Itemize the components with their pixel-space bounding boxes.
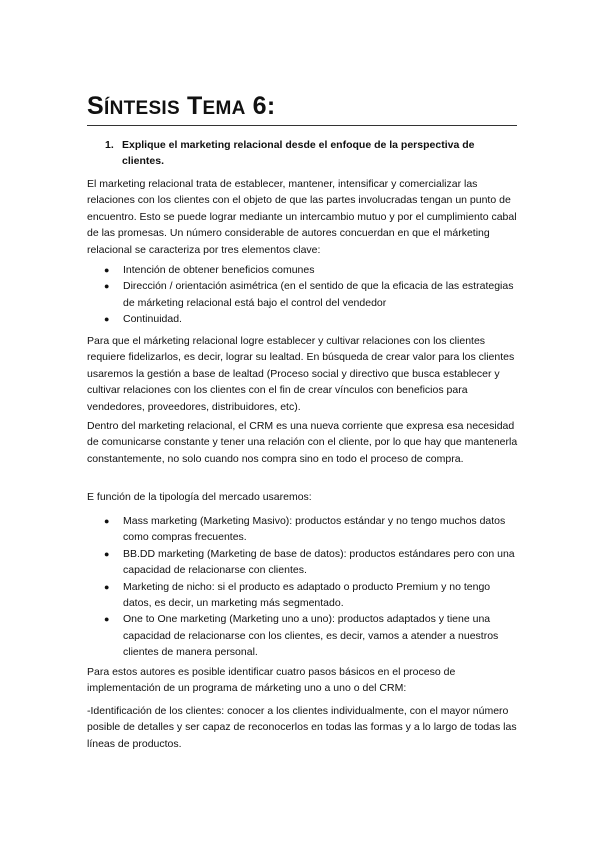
bullet-icon: ● (104, 548, 110, 559)
list-item: ● Continuidad. (87, 311, 519, 327)
list-item: ● Mass marketing (Marketing Masivo): productos estándar y no tengo muchos datos como compras frecuentes. (104, 515, 506, 544)
list-item: ● Intención de obtener beneficios comunes (87, 262, 519, 278)
bullet-icon: ● (104, 314, 110, 325)
bullet-icon: ● (104, 265, 110, 275)
title-rest-1: ÍNTESIS (103, 98, 180, 119)
paragraph-intro: El marketing relacional trata de establecer, mantener, intensificar y comercializar las relaciones con los clientes con el objeto de que las partes involucradas tengan un punto de encuentro. Esto se puede lograr mediante un intercambio mutuo y por el cumplimiento cabal de las promesas. Un número considerable de autores concuerdan en que el márketing relacional se caracteriza por tres elementos clave: (87, 178, 517, 256)
bullet-icon: ● (104, 516, 110, 526)
paragraph-loyalty: Para que el márketing relacional logre establecer y cultivar relaciones con los clientes requiere fidelizarlos, es decir, lograr su lealtad. En búsqueda de crear valor para los clientes usaremos la gestión a base de lealtad (Proceso social y directivo que busca establecer y cultivar relaciones con los clientes con el fin de crear vínculos con beneficios para vendedores, proveedores, distribuidores, etc). (87, 335, 515, 413)
question-text: Explique el marketing relacional desde el enfoque de la perspectiva de clientes. (122, 139, 475, 167)
title-initial-t: T (186, 92, 203, 120)
bullet-icon: ● (104, 614, 110, 625)
paragraph-crm: Dentro del marketing relacional, el CRM es una nueva corriente que expresa esa necesidad de comunicarse constante y tener una relación con el cliente, por lo que hay que mantenerla constantemente, no solo cuando nos compra sino en todo el proceso de compra. (87, 420, 518, 465)
list-item: ● One to One marketing (Marketing uno a uno): productos adaptados y tiene una capacidad de relacionarse con los clientes, es decir, vamos a atender a nuestros clientes de manera personal. (104, 613, 499, 659)
paragraph-typology: E función de la tipología del mercado usaremos: (87, 491, 312, 503)
question-heading (105, 137, 505, 169)
title-initial-s: S (87, 92, 104, 120)
paragraph-identification: -Identificación de los clientes: conocer a los clientes individualmente, con el mayor número posible de detalles y ser capaz de reconocerlos en todas las formas y a lo largo de todas las líneas de productos. (87, 705, 517, 750)
title-rest-2: EMA (202, 98, 246, 119)
list-item: ● BB.DD marketing (Marketing de base de datos): productos estándares pero con una capacidad de relacionarse con clientes. (104, 547, 515, 577)
page-title (87, 92, 517, 126)
title-number: 6: (252, 92, 276, 120)
bullet-icon: ● (104, 581, 110, 592)
bullet-icon: ● (104, 281, 110, 292)
question-number: 1. (105, 139, 114, 151)
list-item: ● Dirección / orientación asimétrica (en el sentido de que la eficacia de las estrategias de márketing relacional está bajo el control del vendedor (104, 280, 514, 309)
paragraph-steps: Para estos autores es posible identificar cuatro pasos básicos en el proceso de implementación de un programa de márketing uno a uno o del CRM: (87, 666, 456, 695)
market-types-list (87, 513, 519, 661)
list-item: ● Marketing de nicho: si el producto es adaptado o producto Premium y no tengo datos, es decir, un marketing más segmentado. (104, 580, 491, 610)
key-elements-list (87, 262, 519, 328)
